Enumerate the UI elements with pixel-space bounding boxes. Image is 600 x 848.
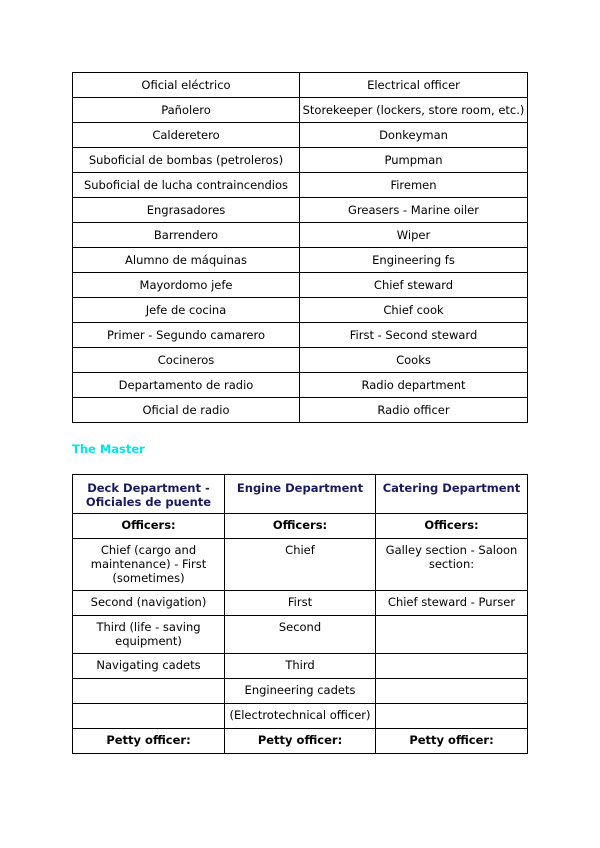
catering-cell: Galley section - Saloon section: xyxy=(376,539,528,591)
table-row xyxy=(73,123,528,148)
spanish-term: Suboficial de lucha contraincendios xyxy=(73,173,300,198)
spanish-term: Oficial eléctrico xyxy=(73,73,300,98)
officers-label: Officers: xyxy=(225,514,376,539)
table-row xyxy=(73,323,528,348)
catering-department-header: Catering Department xyxy=(376,475,528,514)
spanish-term: Calderetero xyxy=(73,123,300,148)
section-title: The Master xyxy=(72,442,145,456)
table-row xyxy=(73,373,528,398)
deck-cell: Navigating cadets xyxy=(73,654,225,679)
engine-cell: (Electrotechnical officer) xyxy=(225,704,376,729)
spanish-term: Alumno de máquinas xyxy=(73,248,300,273)
engine-cell: Third xyxy=(225,654,376,679)
table-row xyxy=(73,616,528,654)
english-term: Electrical officer xyxy=(300,73,528,98)
table-row xyxy=(73,398,528,423)
english-term: Wiper xyxy=(300,223,528,248)
english-term: Greasers - Marine oiler xyxy=(300,198,528,223)
spanish-term: Suboficial de bombas (petroleros) xyxy=(73,148,300,173)
english-term: Radio department xyxy=(300,373,528,398)
departments-table xyxy=(72,474,528,754)
spanish-term: Oficial de radio xyxy=(73,398,300,423)
table-row xyxy=(73,73,528,98)
english-term: First - Second steward xyxy=(300,323,528,348)
table-row xyxy=(73,298,528,323)
spanish-term: Cocineros xyxy=(73,348,300,373)
engine-department-header: Engine Department xyxy=(225,475,376,514)
deck-department-header: Deck Department - Oficiales de puente xyxy=(73,475,225,514)
catering-cell xyxy=(376,616,528,654)
table-row xyxy=(73,248,528,273)
table-row xyxy=(73,148,528,173)
deck-cell: Second (navigation) xyxy=(73,591,225,616)
catering-cell: Chief steward - Purser xyxy=(376,591,528,616)
spanish-term: Pañolero xyxy=(73,98,300,123)
officers-label: Officers: xyxy=(73,514,225,539)
catering-cell xyxy=(376,654,528,679)
header-row xyxy=(73,475,528,514)
engine-cell: Engineering cadets xyxy=(225,679,376,704)
petty-officer-label: Petty officer: xyxy=(73,729,225,754)
deck-cell xyxy=(73,704,225,729)
translation-table xyxy=(72,72,528,423)
english-term: Chief steward xyxy=(300,273,528,298)
table-row xyxy=(73,704,528,729)
table-row xyxy=(73,591,528,616)
english-term: Storekeeper (lockers, store room, etc.) xyxy=(300,98,528,123)
spanish-term: Primer - Segundo camarero xyxy=(73,323,300,348)
english-term: Engineering fs xyxy=(300,248,528,273)
english-term: Pumpman xyxy=(300,148,528,173)
spanish-term: Barrendero xyxy=(73,223,300,248)
petty-officer-label: Petty officer: xyxy=(376,729,528,754)
engine-cell: First xyxy=(225,591,376,616)
officers-label: Officers: xyxy=(376,514,528,539)
table-row xyxy=(73,654,528,679)
spanish-term: Departamento de radio xyxy=(73,373,300,398)
catering-cell xyxy=(376,704,528,729)
deck-cell: Chief (cargo and maintenance) - First (sometimes) xyxy=(73,539,225,591)
table-row xyxy=(73,223,528,248)
table-row xyxy=(73,539,528,591)
officers-row xyxy=(73,514,528,539)
table-row xyxy=(73,348,528,373)
catering-cell xyxy=(376,679,528,704)
engine-cell: Second xyxy=(225,616,376,654)
engine-cell: Chief xyxy=(225,539,376,591)
petty-officer-row xyxy=(73,729,528,754)
table-row xyxy=(73,679,528,704)
english-term: Donkeyman xyxy=(300,123,528,148)
english-term: Radio officer xyxy=(300,398,528,423)
english-term: Chief cook xyxy=(300,298,528,323)
table-row xyxy=(73,198,528,223)
spanish-term: Mayordomo jefe xyxy=(73,273,300,298)
table-row xyxy=(73,273,528,298)
deck-cell: Third (life - saving equipment) xyxy=(73,616,225,654)
deck-cell xyxy=(73,679,225,704)
english-term: Firemen xyxy=(300,173,528,198)
table-row xyxy=(73,98,528,123)
english-term: Cooks xyxy=(300,348,528,373)
table-row xyxy=(73,173,528,198)
spanish-term: Engrasadores xyxy=(73,198,300,223)
petty-officer-label: Petty officer: xyxy=(225,729,376,754)
spanish-term: Jefe de cocina xyxy=(73,298,300,323)
